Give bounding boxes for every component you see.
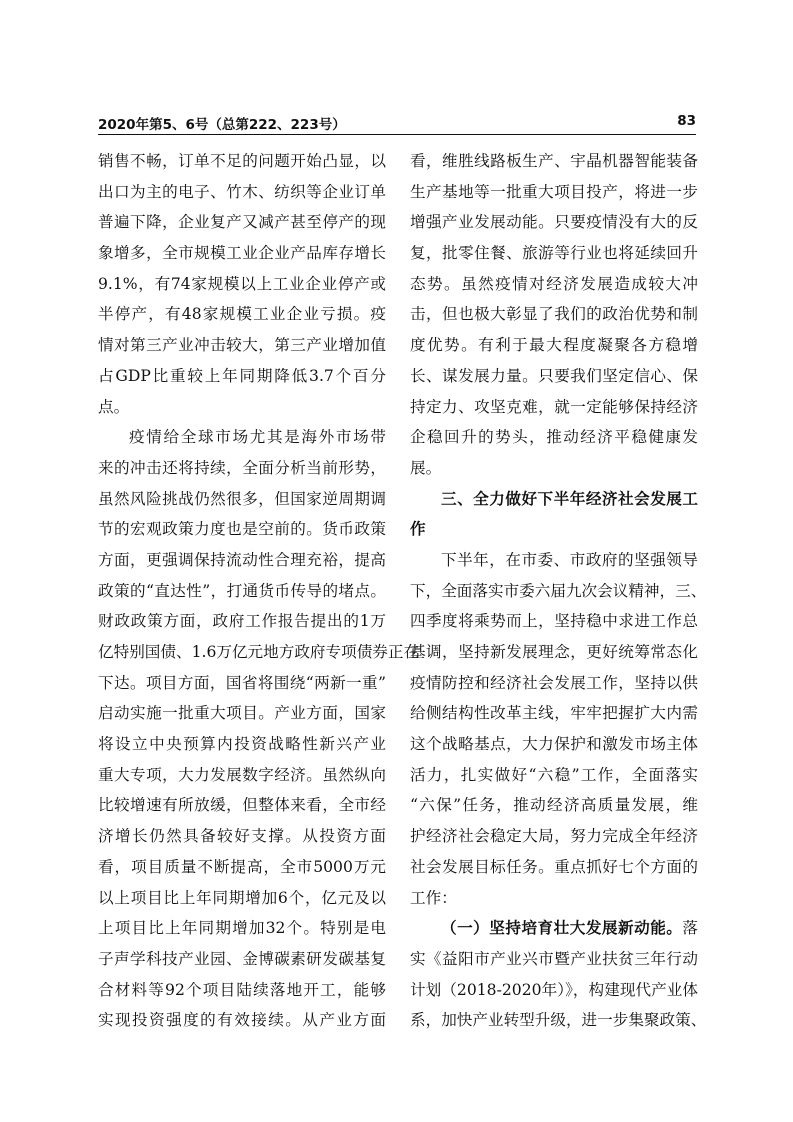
text-line: 济增长仍然具备较好支撑。从投资方面: [98, 827, 386, 846]
text-line: 企稳回升的势头，推动经济平稳健康发: [410, 428, 698, 447]
text-line: 上项目比上年同期增加32个。特别是电: [98, 919, 386, 938]
text-line: 护经济社会稳定大局，努力完成全年经济: [410, 827, 698, 846]
header-divider: [98, 134, 696, 135]
text-line: 给侧结构性改革主线，牢牢把握扩大内需: [410, 704, 698, 723]
subsection-lead-line: [410, 913, 698, 944]
text-line: 半停产，有48家规模工业企业亏损。疫: [98, 305, 386, 324]
text-line: 四季度将乘势而上，坚持稳中求进工作总: [410, 612, 698, 631]
text-line: 击，但也极大彰显了我们的政治优势和制: [410, 305, 698, 324]
text-line: 亿特别国债、1.6万亿元地方政府专项债券正在: [98, 643, 420, 661]
text-line: 合材料等92个项目陆续落地开工，能够: [98, 980, 386, 999]
text-line: 虽然风险挑战仍然很多，但国家逆周期调: [98, 489, 386, 508]
issue-label: 2020年第5、6号（总第222、223号）: [98, 117, 346, 133]
text-line: 增强产业发展动能。只要疫情没有大的反: [410, 213, 698, 232]
text-line: 重大专项，大力发展数字经济。虽然纵向: [98, 765, 386, 784]
text-line: 象增多，全市规模工业企业产品库存增长: [98, 244, 386, 263]
running-header: [98, 113, 696, 133]
text-line: 系，加快产业转型升级，进一步集聚政策、: [410, 1011, 707, 1030]
text-line: 将设立中央预算内投资战略性新兴产业: [98, 735, 386, 754]
text-line: 财政政策方面，政府工作报告提出的1万: [98, 612, 386, 631]
text-line: 下半年，在市委、市政府的坚强领导: [441, 550, 698, 569]
text-line: 社会发展目标任务。重点抓好七个方面的: [410, 857, 698, 876]
text-line: 占GDP比重较上年同期降低3.7个百分: [98, 366, 386, 385]
text-line: 看，维胜线路板生产、宇晶机器智能装备: [410, 152, 698, 170]
text-line: 生产基地等一批重大项目投产，将进一步: [410, 182, 698, 201]
text-line: 方面，更强调保持流动性合理充裕，提高: [98, 550, 386, 569]
text-line: 这个战略基点，大力保护和激发市场主体: [410, 735, 698, 754]
text-line: 基调，坚持新发展理念，更好统筹常态化: [410, 643, 698, 661]
text-line: 活力，扎实做好“六稳”工作，全面落实: [410, 765, 698, 784]
text-line: 销售不畅，订单不足的问题开始凸显，以: [98, 152, 386, 170]
text-line: 政策的“直达性”，打通货币传导的堵点。: [98, 581, 386, 600]
text-line: 出口为主的电子、竹木、纺织等企业订单: [98, 182, 386, 201]
text-line: 实现投资强度的有效接续。从产业方面: [98, 1011, 386, 1030]
subsection-heading: （一）坚持培育壮大发展新动能。: [441, 919, 683, 938]
text-line: 度优势。有利于最大程度凝聚各方稳增: [410, 336, 698, 355]
text-line: 下达。项目方面，国省将围绕“两新一重”: [98, 673, 386, 692]
text-line: 下，全面落实市委六届九次会议精神，三、: [410, 581, 707, 600]
text-line: 启动实施一批重大项目。产业方面，国家: [98, 704, 386, 723]
text-line: 节的宏观政策力度也是空前的。货币政策: [98, 520, 386, 539]
text-line: 疫情防控和经济社会发展工作，坚持以供: [410, 673, 698, 692]
text-line: 计划（2018-2020年）》，构建现代产业体: [410, 980, 698, 999]
section-heading: 三、全力做好下半年经济社会发展工: [441, 489, 698, 508]
right-column: [410, 146, 707, 1036]
text-line: 持定力、攻坚克难，就一定能够保持经济: [410, 397, 698, 416]
text-line: 复，批零住餐、旅游等行业也将延续回升: [410, 244, 698, 263]
left-column: [98, 146, 420, 1036]
text-line: 情对第三产业冲击较大，第三产业增加值: [98, 336, 386, 355]
text-line: 比较增速有所放缓，但整体来看，全市经: [98, 796, 386, 815]
text-line: 长、谋发展力量。只要我们坚定信心、保: [410, 366, 698, 385]
text-line: 疫情给全球市场尤其是海外市场带: [129, 428, 386, 447]
text-line: 9.1%，有74家规模以上工业企业停产或: [98, 274, 386, 293]
text-line: 普遍下降，企业复产又减产甚至停产的现: [98, 213, 386, 232]
text-line: 以上项目比上年同期增加6个，亿元及以: [98, 888, 386, 907]
text-line: “六保”任务，推动经济高质量发展，维: [410, 796, 698, 815]
page-number: 83: [677, 113, 696, 129]
text-line: 点。: [98, 397, 130, 416]
text-line: 看，项目质量不断提高，全市5000万元: [98, 857, 386, 876]
text-line: 子声学科技产业园、金博碳素研发碳基复: [98, 949, 386, 968]
subsection-lead-tail: 落: [682, 919, 698, 938]
text-line: 来的冲击还将持续，全面分析当前形势，: [98, 458, 386, 477]
text-line: 实《益阳市产业兴市暨产业扶贫三年行动: [410, 949, 698, 968]
text-line: 展。: [410, 458, 442, 477]
section-heading-continued: 作: [410, 520, 426, 539]
text-line: 工作：: [410, 888, 457, 907]
text-line: 态势。虽然疫情对经济发展造成较大冲: [410, 274, 698, 293]
